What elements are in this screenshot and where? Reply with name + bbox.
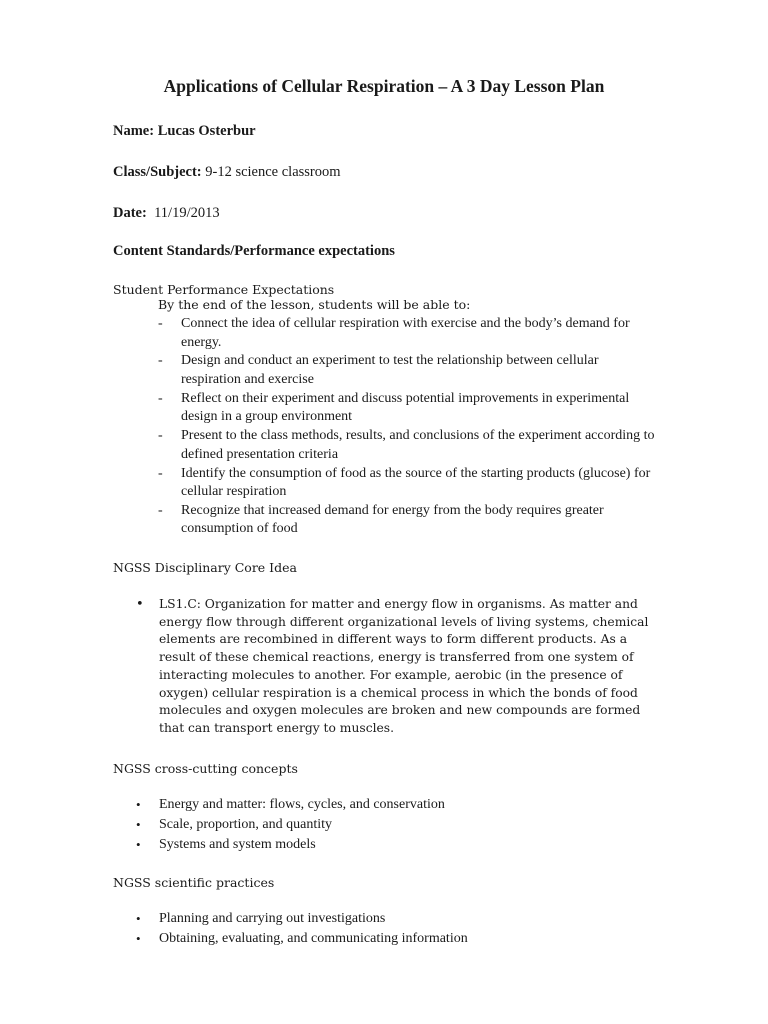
bullet-marker: • [136,837,141,852]
list-item: • Obtaining, evaluating, and communicating information [136,929,656,949]
list-item: - Design and conduct an experiment to test the relationship between cellular respiration and exercise [158,353,599,387]
list-item: • Systems and system models [136,835,656,855]
list-item: • Planning and carrying out investigations [136,909,656,929]
class-subject-field [113,162,341,182]
bullet-marker: • [136,931,141,946]
spe-list [158,315,658,539]
name-label: Name: [113,123,155,139]
list-item: • LS1.C: Organization for matter and energy flow in organisms. As matter and energy flow through different organizational levels of living systems, chemical elements are recombined in different ways to form different products. As a result of these chemical reactions, energy is transferred from one system of interacting molecules to another. For example, aerobic (in the presence of oxygen) cellular respiration is a chemical process in which the bonds of food molecules and oxygen molecules are broken and new compounds are formed that can transport energy to muscles. [136,597,649,735]
practices-heading: NGSS scientific practices [113,875,275,890]
list-item: - Present to the class methods, results, and conclusions of the experiment according to defined presentation criteria [158,428,655,462]
content-standards-heading: Content Standards/Performance expectations [113,243,395,259]
dash-marker: - [158,316,163,331]
dash-marker: - [158,428,163,444]
list-item: - Connect the idea of cellular respiration with exercise and the body’s demand for energy. [158,316,630,350]
date-label: Date: [113,205,147,221]
spe-intro: By the end of the lesson, students will be able to: [158,297,471,312]
class-subject-value: 9-12 science classroom [201,164,341,180]
name-field [113,121,256,141]
dash-marker: - [158,465,163,481]
list-item: • Energy and matter: flows, cycles, and conservation [136,795,656,815]
bullet-marker: • [136,797,141,812]
list-item: - Reflect on their experiment and discuss potential improvements in experimental design in a group environment [158,390,630,425]
dci-list [136,596,656,738]
dash-marker: - [158,353,163,369]
ccc-list [136,795,656,855]
class-subject-label: Class/Subject: [113,164,202,180]
document-title: Applications of Cellular Respiration – A 3 Day Lesson Plan [163,76,605,96]
ccc-heading: NGSS cross-cutting concepts [113,761,298,776]
date-field [113,203,220,223]
date-value: 11/19/2013 [146,205,220,221]
bullet-marker: • [136,817,141,832]
spe-heading: Student Performance Expectations [113,282,335,297]
dci-heading: NGSS Disciplinary Core Idea [113,560,297,575]
dash-marker: - [158,502,163,518]
list-item: - Recognize that increased demand for energy from the body requires greater consumption of food [158,502,604,537]
bullet-marker: • [136,597,144,612]
list-item: • Scale, proportion, and quantity [136,815,656,835]
dash-marker: - [158,390,163,406]
list-item: - Identify the consumption of food as the source of the starting products (glucose) for cellular respiration [158,465,651,500]
name-value: Lucas Osterbur [154,123,256,139]
practices-list [136,909,656,949]
bullet-marker: • [136,911,141,926]
